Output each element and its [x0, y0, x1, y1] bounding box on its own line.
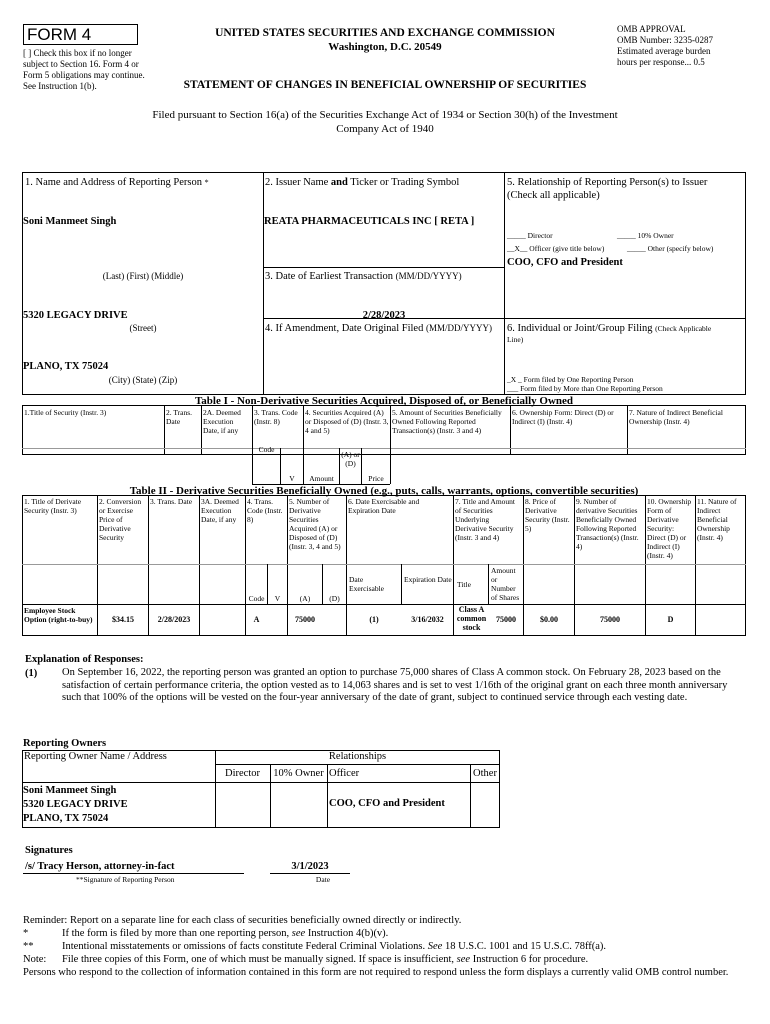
reporting-info-box	[22, 172, 746, 395]
omb-approval	[617, 24, 757, 68]
t2-row-code: A	[253, 615, 260, 624]
t2-sub-v: V	[274, 594, 281, 603]
issuer-name: REATA PHARMACEUTICALS INC [ RETA ]	[264, 216, 475, 227]
footnote-note: Note: File three copies of this Form, one of which must be manually signed. If space is insufficient, see Instruction 6 for procedure.	[23, 954, 589, 965]
t2-h6: 6. Date Exercisable and Expiration Date	[348, 497, 420, 515]
signatures-title: Signatures	[25, 845, 73, 856]
t2-h5: 5. Number of Derivative Securities Acquired (A) or Disposed of (D) (Instr. 3, 4 and 5)	[289, 497, 341, 551]
t1-sub-amount: Amount	[309, 474, 334, 483]
footer	[23, 914, 748, 979]
t2-sub-code: Code	[248, 594, 265, 603]
explanation-num: (1)	[25, 668, 38, 679]
t2-h4: 4. Trans. Code (Instr. 8)	[247, 497, 283, 524]
table2-title: Table II - Derivative Securities Beneficially Owned (e.g., puts, calls, warrants, options, convertible securities)	[129, 485, 639, 497]
t1-h5: 5. Amount of Securities Beneficially Owned Following Reported Transaction(s) (Instr. 3 and 4)	[392, 408, 502, 435]
statement-title: STATEMENT OF CHANGES IN BENEFICIAL OWNERSHIP OF SECURITIES	[183, 79, 587, 91]
owners-title: Reporting Owners	[23, 738, 107, 749]
t2-row-title: Employee Stock Option (right-to-buy)	[24, 606, 93, 624]
signature-date: 3/1/2023	[291, 861, 329, 872]
t1-h7: 7. Nature of Indirect Beneficial Ownership (Instr. 4)	[629, 408, 723, 426]
officer-title: COO, CFO and President	[507, 257, 623, 268]
t2-h2: 2. Conversion or Exercise Price of Derivative Security	[99, 497, 142, 542]
owners-col-name: Reporting Owner Name / Address	[24, 751, 167, 762]
t1-sub-ad: (A) or (D)	[341, 450, 360, 468]
t2-sub-title: Title	[457, 580, 471, 589]
t2-h7: 7. Title and Amount of Securities Underlying Derivative Security (Instr. 3 and 4)	[455, 497, 516, 542]
agency-location: Washington, D.C. 20549	[328, 41, 442, 53]
t2-h10: 10. Ownership Form of Derivative Security: Direct (D) or Indirect (I) (Instr. 4)	[647, 497, 692, 560]
t1-sub-v: V	[289, 474, 295, 483]
omb-hours: hours per response... 0.5	[617, 57, 705, 67]
section4-label: 4. If Amendment, Date Original Filed (MM/DD/YYYY)	[265, 323, 492, 334]
t2-row-date: 2/28/2023	[157, 615, 191, 624]
form-title: FORM 4	[27, 25, 92, 44]
t2-sub-amount: Amount or Number of Shares	[491, 566, 520, 602]
signature-caption: **Signature of Reporting Person	[76, 875, 175, 884]
owner-street: 5320 LEGACY DRIVE	[23, 799, 128, 810]
section6-label: 6. Individual or Joint/Group Filing (Check Applicable Line)	[507, 323, 712, 344]
owners-col-other: Other	[473, 768, 497, 779]
owner-city: PLANO, TX 75024	[23, 813, 109, 824]
omb-title: OMB APPROVAL	[617, 24, 686, 34]
explanation-text: On September 16, 2022, the reporting person was granted an option to purchase 75,000 shares of Class A common stock. On February 28, 2023 based on the satisfaction of certain performance criteria, the option vested as to 14,063 shares and is set to vest 1/16th of the original grant on each three month anniversary such that 100% of the options will be vested on the four-year anniversary of the date of grant, subject to continued service through each vesting date.	[62, 667, 728, 703]
check-box-text[interactable]: [ ] Check this box if no longer subject to Section 16. Form 4 or Form 5 obligations may continue. See Instruction 1(b).	[23, 48, 145, 91]
director-option[interactable]: _____ Director	[507, 231, 553, 240]
street-caption: (Street)	[129, 323, 157, 333]
filed-pursuant: Filed pursuant to Section 16(a) of the Securities Exchange Act of 1934 or Section 30(h) of the Investment Company Act of 1940	[152, 109, 618, 135]
t1-h3: 3. Trans. Code (Instr. 8)	[254, 408, 298, 426]
table1-title: Table I - Non-Derivative Securities Acquired, Disposed of, or Beneficially Owned	[194, 395, 574, 407]
t2-sub-a: (A)	[299, 594, 311, 603]
form-title-box	[23, 24, 138, 45]
reporting-person-city: PLANO, TX 75024	[23, 361, 109, 372]
t2-h1: 1. Title of Derivate Security (Instr. 3)	[24, 497, 82, 515]
reminder-text: Reminder: Report on a separate line for each class of securities beneficially owned directly or indirectly.	[23, 915, 462, 926]
t1-h4: 4. Securities Acquired (A) or Disposed of (D) (Instr. 3, 4 and 5)	[305, 408, 389, 435]
t1-sub-code: Code	[258, 445, 275, 454]
other-option[interactable]: _____ Other (specify below)	[627, 244, 714, 253]
t2-sub-d: (D)	[329, 594, 340, 603]
t1-h2: 2. Trans. Date	[166, 408, 193, 426]
t2-sub-exp: Expiration Date	[404, 575, 452, 584]
one-reporting-person-option[interactable]: _X _ Form filed by One Reporting Person	[507, 375, 634, 384]
ten-percent-owner-option[interactable]: _____ 10% Owner	[617, 231, 674, 240]
t1-h6: 6. Ownership Form: Direct (D) or Indirect (I) (Instr. 4)	[512, 408, 614, 426]
section3-label: 3. Date of Earliest Transaction (MM/DD/YYYY)	[265, 271, 462, 282]
t2-row-date-ex: (1)	[369, 615, 379, 624]
signature-value: /s/ Tracy Herson, attorney-in-fact	[25, 861, 175, 872]
owners-col-director: Director	[225, 768, 260, 779]
name-caption: (Last) (First) (Middle)	[102, 271, 184, 281]
agency-name: UNITED STATES SECURITIES AND EXCHANGE COMMISSION	[215, 27, 555, 39]
owners-col-officer: Officer	[329, 768, 360, 779]
t2-row-exp: 3/16/2032	[411, 615, 444, 624]
label-asterisk: *	[204, 178, 209, 187]
omb-number: OMB Number: 3235-0287	[617, 35, 713, 45]
t2-row-deriv-price: $0.00	[540, 615, 558, 624]
section2-label: 2. Issuer Name and Ticker or Trading Symbol	[265, 177, 460, 188]
t1-sub-price: Price	[368, 474, 384, 483]
owner-officer-title: COO, CFO and President	[329, 798, 445, 809]
reporting-person-street: 5320 LEGACY DRIVE	[23, 310, 128, 321]
owner-entry	[23, 784, 128, 826]
omb-burden: Estimated average burden	[617, 46, 711, 56]
owners-col-rel: Relationships	[328, 751, 387, 762]
t2-h9: 9. Number of derivative Securities Beneficially Owned Following Reported Transaction(s) (Instr. 4)	[576, 497, 639, 551]
t2-h11: 11. Nature of Indirect Beneficial Ownership (Instr. 4)	[697, 497, 737, 542]
persons-notice: Persons who respond to the collection of information contained in this form are not required to respond unless the form displays a currently valid OMB control number.	[23, 967, 729, 978]
t1-h2a: 2A. Deemed Execution Date, if any	[203, 408, 241, 435]
section1-label: 1. Name and Address of Reporting Person *	[25, 177, 209, 188]
reporting-person-name: Soni Manmeet Singh	[23, 216, 117, 227]
t1-h1: 1.Title of Security (Instr. 3)	[24, 408, 107, 417]
t2-row-price: $34.15	[112, 615, 134, 624]
explanation-title: Explanation of Responses:	[25, 654, 144, 665]
city-caption: (City) (State) (Zip)	[108, 375, 178, 385]
t2-row-und-amount: 75000	[496, 615, 516, 624]
date-caption: Date	[315, 875, 331, 884]
footnote-star2: ** Intentional misstatements or omissions of facts constitute Federal Criminal Violations. See 18 U.S.C. 1001 and 15 U.S.C. 78ff(a).	[23, 941, 607, 952]
t2-h3a: 3A. Deemed Execution Date, if any	[201, 497, 239, 524]
owner-name: Soni Manmeet Singh	[23, 785, 117, 796]
officer-option[interactable]: __X__ Officer (give title below)	[507, 244, 605, 253]
t2-row-a: 75000	[295, 615, 315, 624]
t2-h8: 8. Price of Derivative Security (Instr. 5)	[525, 497, 570, 533]
t2-row-owned: 75000	[600, 615, 620, 624]
t2-sub-date-ex: Date Exercisable	[349, 575, 384, 593]
earliest-transaction-date: 2/28/2023	[362, 310, 406, 321]
owners-col-ten: 10% Owner	[273, 768, 324, 779]
t2-h3: 3. Trans. Date	[150, 497, 193, 506]
t2-row-und-title: Class A common stock	[456, 605, 487, 632]
section5-label: 5. Relationship of Reporting Person(s) to Issuer (Check all applicable)	[507, 177, 708, 201]
footnote-star1: * If the form is filed by more than one reporting person, see Instruction 4(b)(v).	[23, 928, 389, 939]
more-than-one-person-option[interactable]: ___ Form filed by More than One Reporting Person	[507, 384, 663, 393]
t2-row-form: D	[667, 615, 674, 624]
